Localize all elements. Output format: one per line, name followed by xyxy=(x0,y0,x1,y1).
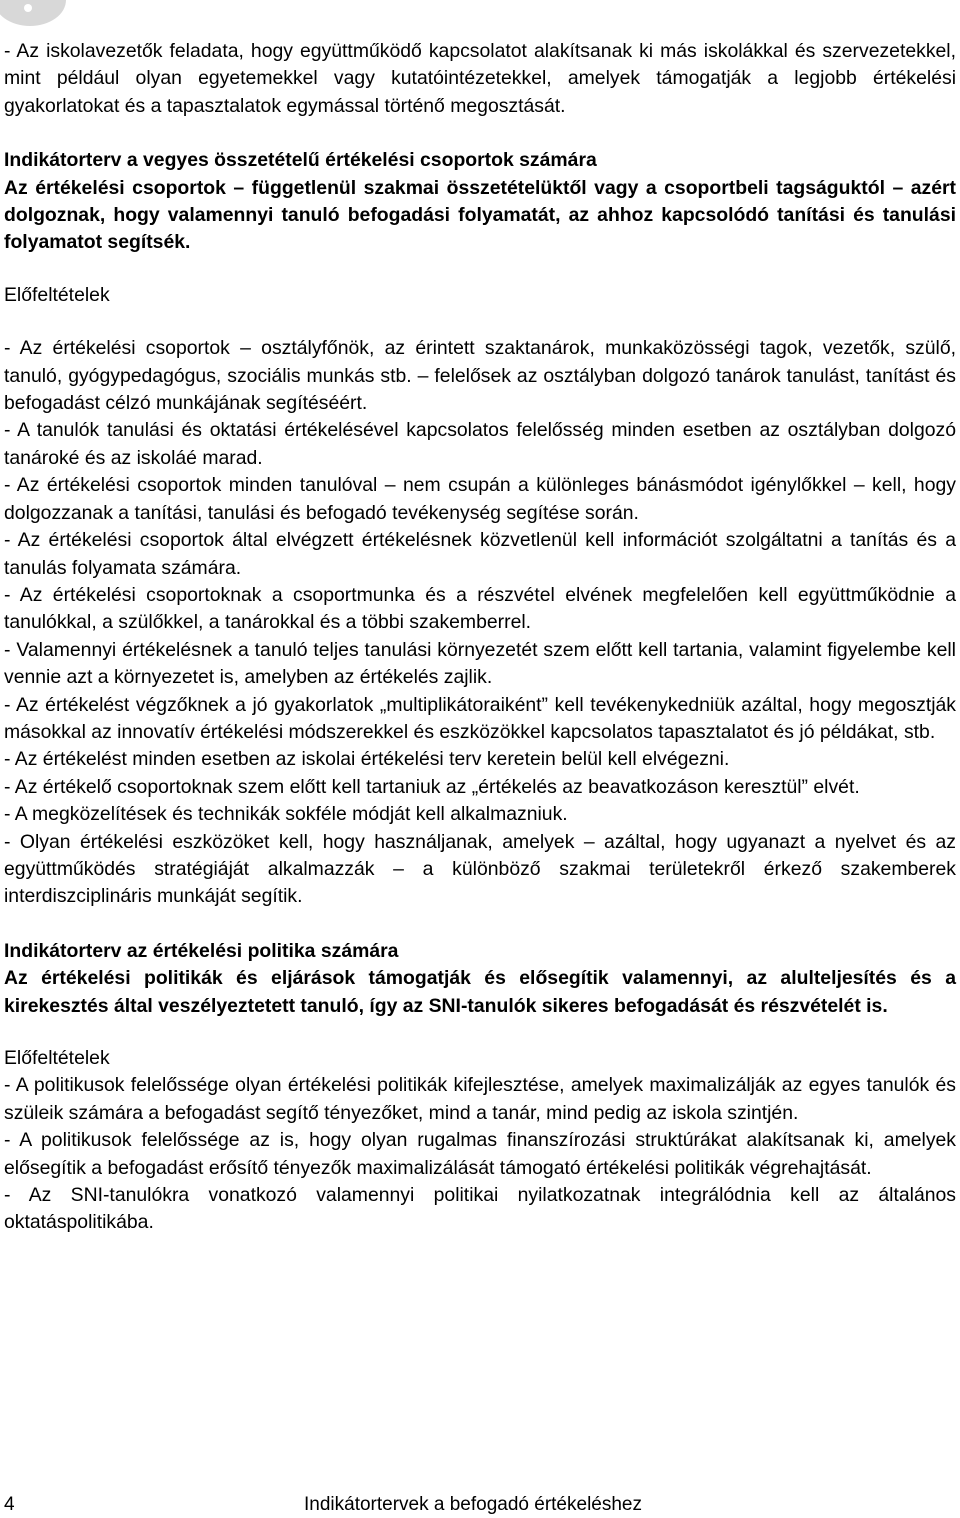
list-item: - Valamennyi értékelésnek a tanuló teljes tanulási környezetét szem előtt kell tartania, valamint figyelembe kell vennie azt a környezetet is, amelyben az értékelés zajlik. xyxy=(4,638,956,689)
section-evaluation-groups xyxy=(4,147,956,911)
list-item: - Az SNI-tanulókra vonatkozó valamennyi politikai nyilatkozatnak integrálódnia kell az általános oktatáspolitikába. xyxy=(4,1184,956,1234)
document-page xyxy=(4,38,956,1237)
list-item: - A tanulók tanulási és oktatási értékelésével kapcsolatos felelősség minden esetben az osztályban dolgozó tanároké és az iskoláé marad. xyxy=(4,419,956,469)
page-number: 4 xyxy=(4,1494,15,1515)
list-item: - A megközelítések és technikák sokféle módját kell alkalmazniuk. xyxy=(4,803,568,826)
section-evaluation-policy xyxy=(4,938,956,1237)
list-item: - Az értékelési csoportok – osztályfőnök, az érintett szaktanárok, munkaközösségi tagok, vezetők, szülő, tanuló, gyógypedagógus, szociális munkás stb. – felelősek az osztályban dolgozó tanárok tanulást, tanítást és befogadást célzó munkájának segítéséért. xyxy=(4,337,956,415)
section-statement: Az értékelési csoportok – függetlenül szakmai összetételüktől vagy a csoportbeli tagságuktól – azért dolgoznak, hogy valamennyi tanuló befogadási folyamatát, az ahhoz kapcsolódó tanítási és tanulási folyamatot segítsék. xyxy=(4,176,956,254)
section-statement: Az értékelési politikák és eljárások támogatják és elősegítik valamennyi, az alulteljesítés és a kirekesztés által veszélyeztetett tanuló, így az SNI-tanulók sikeres befogadását és részvételét is. xyxy=(4,967,956,1017)
prerequisites-label: Előfeltételek xyxy=(4,283,110,306)
prerequisites-label: Előfeltételek xyxy=(4,1047,110,1069)
corner-watermark xyxy=(0,0,66,26)
section-heading: Indikátorterv a vegyes összetételű értékelési csoportok számára xyxy=(4,149,597,172)
list-item: - Az értékelést minden esetben az iskolai értékelési terv keretein belül kell elvégezni. xyxy=(4,748,730,771)
list-item: - Az értékelési csoportoknak a csoportmunka és a részvétel elvének megfelelően kell együttműködnie a tanulókkal, a szülőkkel, a tanárokkal és a többi szakemberrel. xyxy=(4,583,956,634)
list-item: - A politikusok felelőssége olyan értékelési politikák kifejlesztése, amelyek maximalizálják az egyes tanulók és szüleik számára a befogadást segítő tényezőket, mind a tanár, mind pedig az iskola szintjén. xyxy=(4,1074,956,1124)
list-item: - Az értékelési csoportok által elvégzett értékelésnek közvetlenül kell információt szolgáltatni a tanítás és a tanulás folyamata számára. xyxy=(4,529,956,579)
intro-bullet: - Az iskolavezetők feladata, hogy együttműködő kapcsolatot alakítsanak ki más iskolákkal és szervezetekkel, mint például olyan egyetemekkel vagy kutatóintézetekkel, amelyek támogatják a legjobb értékelési gyakorlatokat és a tapasztalatok egymással történő megosztását. xyxy=(4,40,956,117)
list-item: - Olyan értékelési eszközöket kell, hogy használjanak, amelyek – azáltal, hogy ugyanazt a nyelvet és az együttműködés stratégiáját alkalmazzák – a különböző szakmai területekről érkező szakemberek interdiszciplináris munkáját segítik. xyxy=(4,830,956,908)
list-item: - Az értékelő csoportoknak szem előtt kell tartaniuk az „értékelés az beavatkozáson keresztül” elvét. xyxy=(4,775,860,798)
prerequisites-list xyxy=(4,1072,956,1236)
list-item: - Az értékelési csoportok minden tanulóval – nem csupán a különleges bánásmódot igénylőkkel – kell, hogy dolgozzanak a tanítási, tanulási és befogadó tevékenység segítése során. xyxy=(4,474,956,524)
prerequisites-list xyxy=(4,335,956,911)
section-heading: Indikátorterv az értékelési politika számára xyxy=(4,939,399,962)
list-item: - Az értékelést végzőknek a jó gyakorlatok „multiplikátoraiként” kell tevékenykedniük azáltal, hogy megosztják másokkal az innovatív értékelési módszerekkel és eszközökkel kapcsolatos tapasztalatot és jó példákat, stb. xyxy=(4,693,956,743)
footer-title: Indikátortervek a befogadó értékeléshez xyxy=(304,1494,642,1515)
list-item: - A politikusok felelőssége az is, hogy olyan rugalmas finanszírozási struktúrákat alakítsanak ki, amelyek elősegítik a befogadást erősítő tényezők maximalizálását támogató értékelési politikák végrehajtását. xyxy=(4,1129,956,1179)
